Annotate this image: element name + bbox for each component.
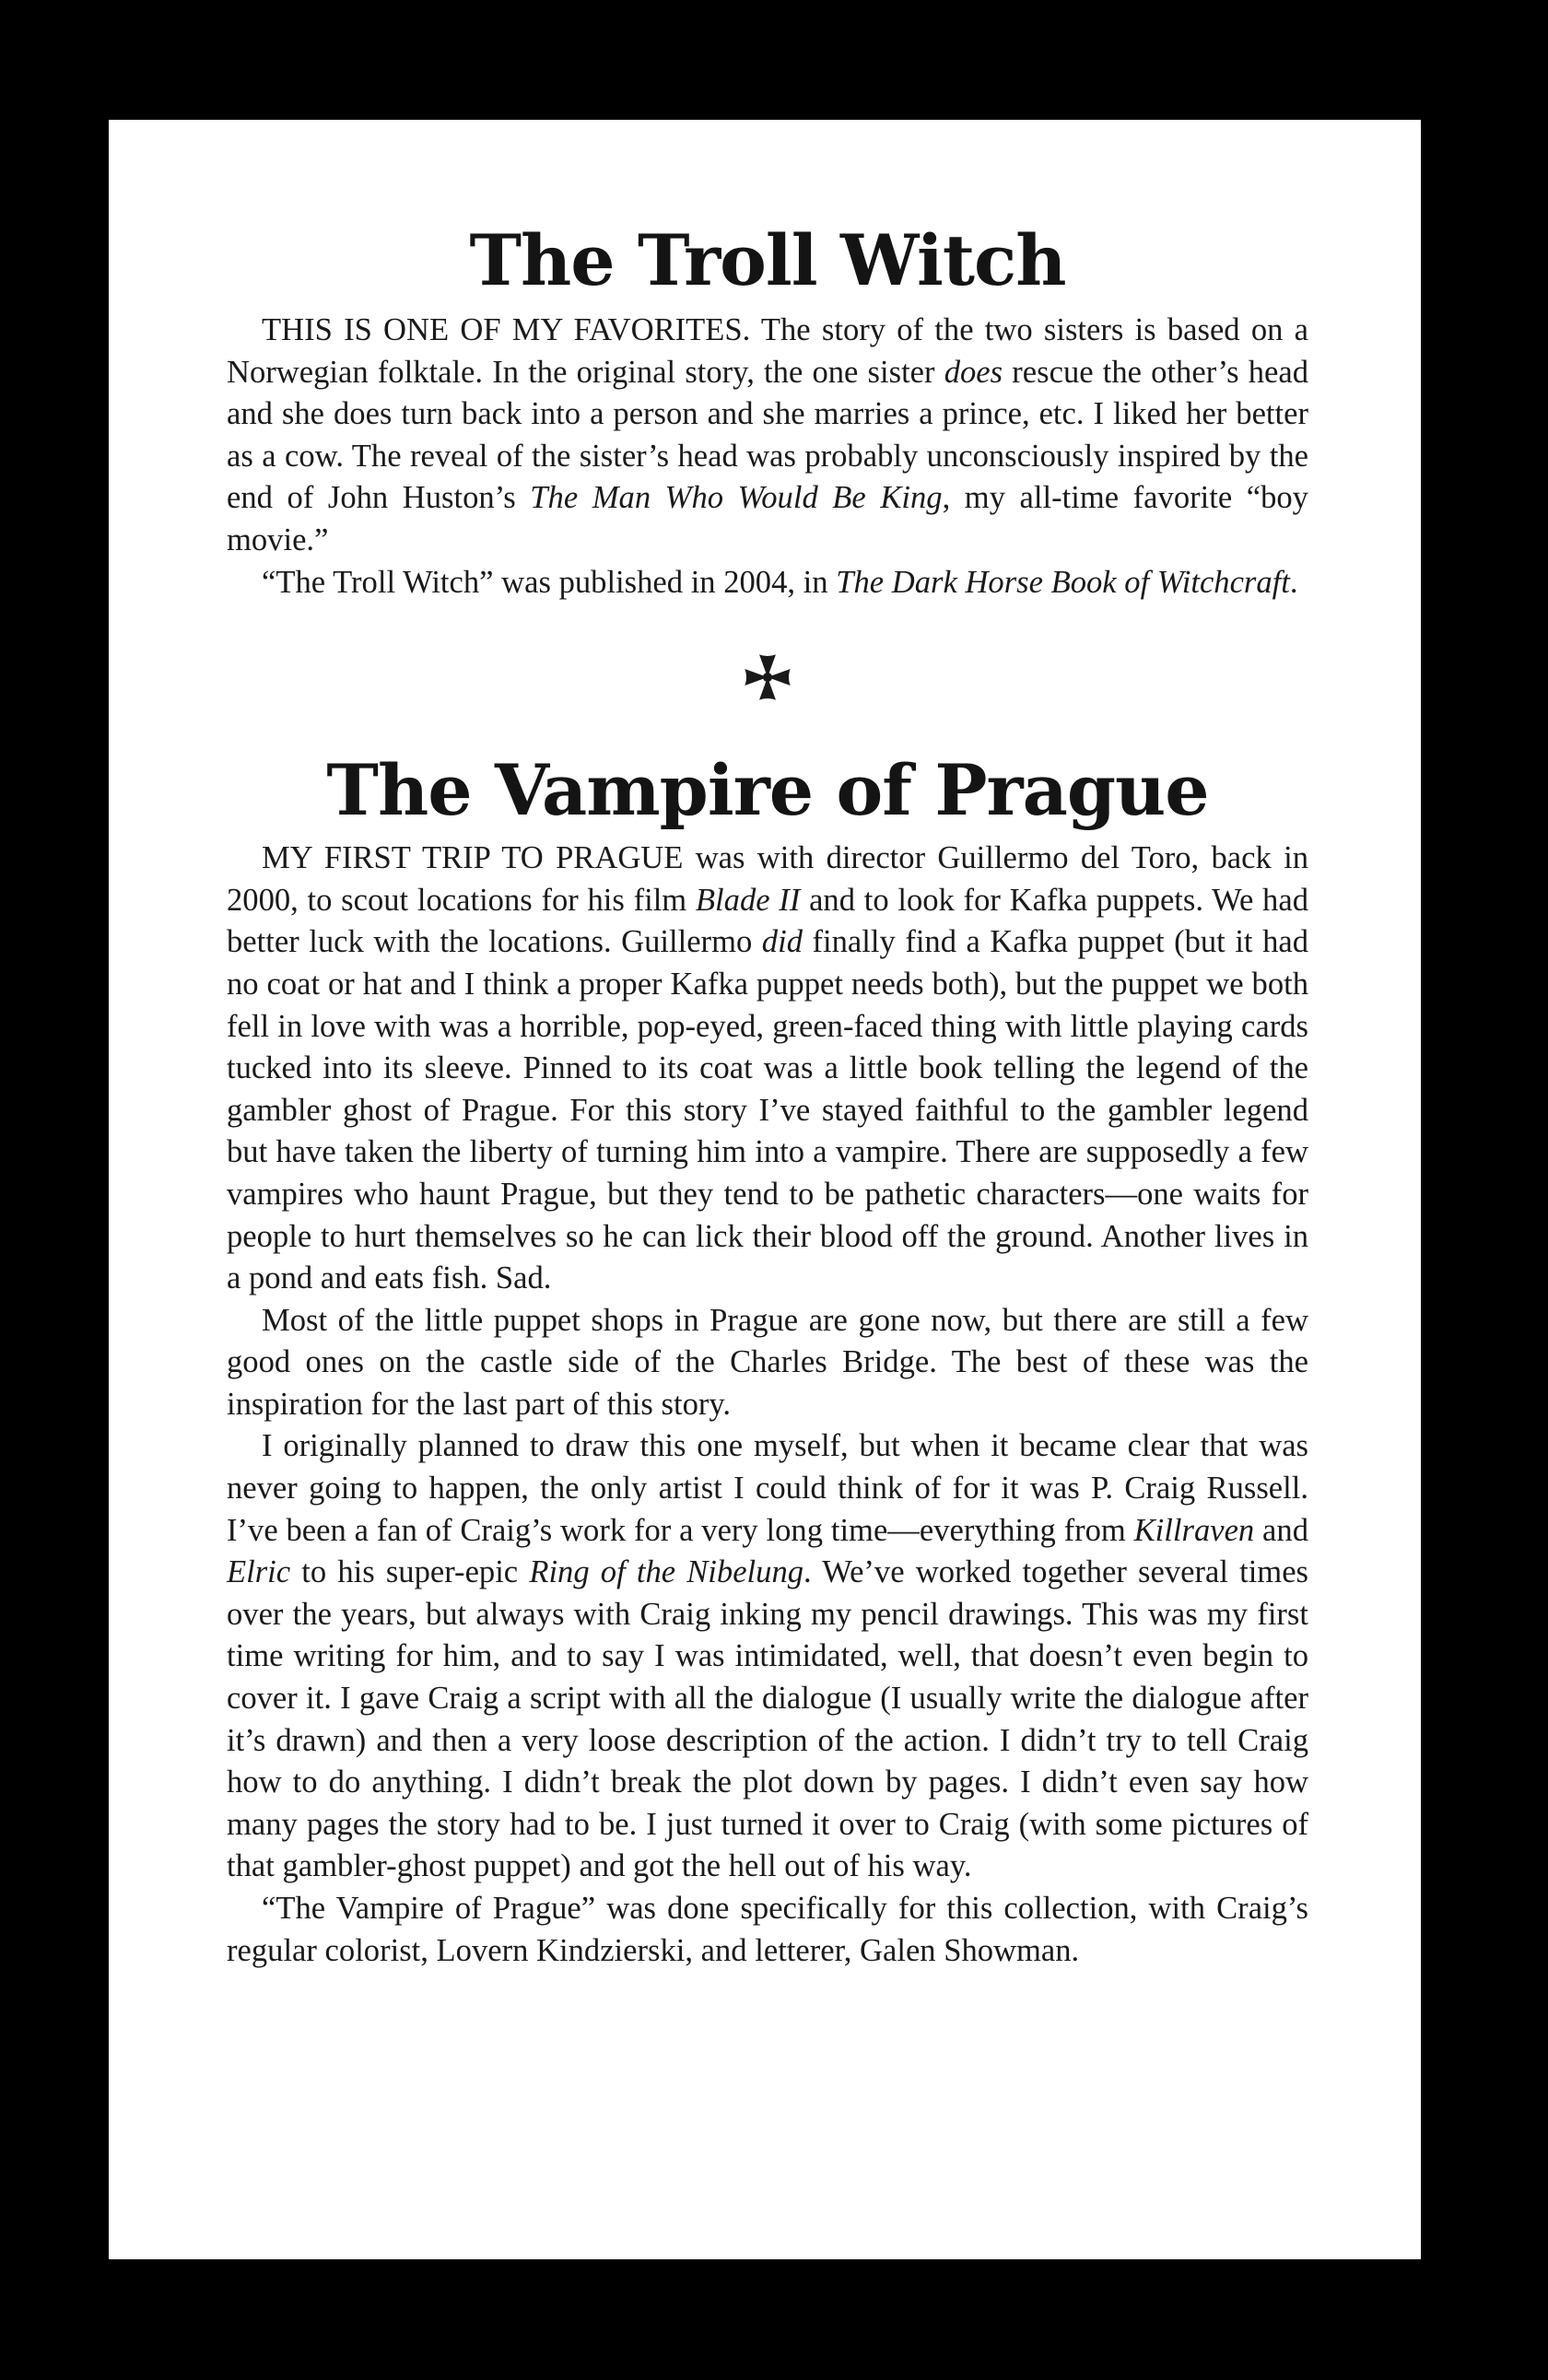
section-divider — [227, 651, 1308, 707]
paragraph: MY FIRST TRIP TO PRAGUE was with director Guillermo del Toro, back in 2000, to scout locations for his film Blade II and to look for Kafka puppets. We had better luck with the locations. Guillermo did finally find a Kafka puppet (but it had no coat or hat and I think a proper Kafka puppet needs both), but the puppet we both fell in love with was a horrible, pop-eyed, green-faced thing with little playing cards tucked into its sleeve. Pinned to its coat was a little book telling the legend of the gambler ghost of Prague. For this story I’ve stayed faithful to the gambler legend but have taken the liberty of turning him into a vampire. There are supposedly a few vampires who haunt Prague, but they tend to be pathetic characters—one waits for people to hurt themselves so he can lick their blood off the ground. Another lives in a pond and eats fish. Sad. — [227, 840, 1308, 1296]
paragraph: THIS IS ONE OF MY FAVORITES. The story of the two sisters is based on a Norwegian folktale. In the original story, the one sister does rescue the other’s head and she does turn back into a person and she marries a prince, etc. I liked her better as a cow. The reveal of the sister’s head was probably unconsciously inspired by the end of John Huston’s The Man Who Would Be King, my all-time favorite “boy movie.” — [227, 312, 1308, 557]
paragraph: “The Troll Witch” was published in 2004, in The Dark Horse Book of Witchcraft. — [262, 564, 1298, 600]
section-title-vampire-of-prague: The Vampire of Prague — [326, 749, 1209, 832]
paragraph: Most of the little puppet shops in Prague are gone now, but there are still a few good ones on the castle side of the Charles Bridge. The best of these was the inspiration for the last part of this story. — [227, 1302, 1308, 1422]
book-page — [109, 120, 1421, 2259]
paragraph: “The Vampire of Prague” was done specifically for this collection, with Craig’s regular colorist, Lovern Kindzierski, and letterer, Galen Showman. — [227, 1891, 1308, 1968]
paragraph: I originally planned to draw this one myself, but when it became clear that was never going to happen, the only artist I could think of for it was P. Craig Russell. I’ve been a fan of Craig’s work for a very long time—everything from Killraven and Elric to his super-epic Ring of the Nibelung. We’ve worked together several times over the years, but always with Craig inking my pencil drawings. This was my first time writing for him, and to say I was intimidated, well, that doesn’t even begin to cover it. I gave Craig a script with all the dialogue (I usually write the dialogue after it’s drawn) and then a very loose description of the action. I didn’t try to tell Craig how to do anything. I didn’t break the plot down by pages. I didn’t even say how many pages the story had to be. I just turned it over to Craig (with some pictures of that gambler-ghost puppet) and got the hell out of his way. — [227, 1428, 1308, 1884]
cross-pattee-icon — [742, 651, 793, 703]
section-title-troll-witch: The Troll Witch — [469, 219, 1066, 301]
section-vampire-of-prague — [227, 838, 1308, 1972]
section-troll-witch — [227, 310, 1308, 604]
